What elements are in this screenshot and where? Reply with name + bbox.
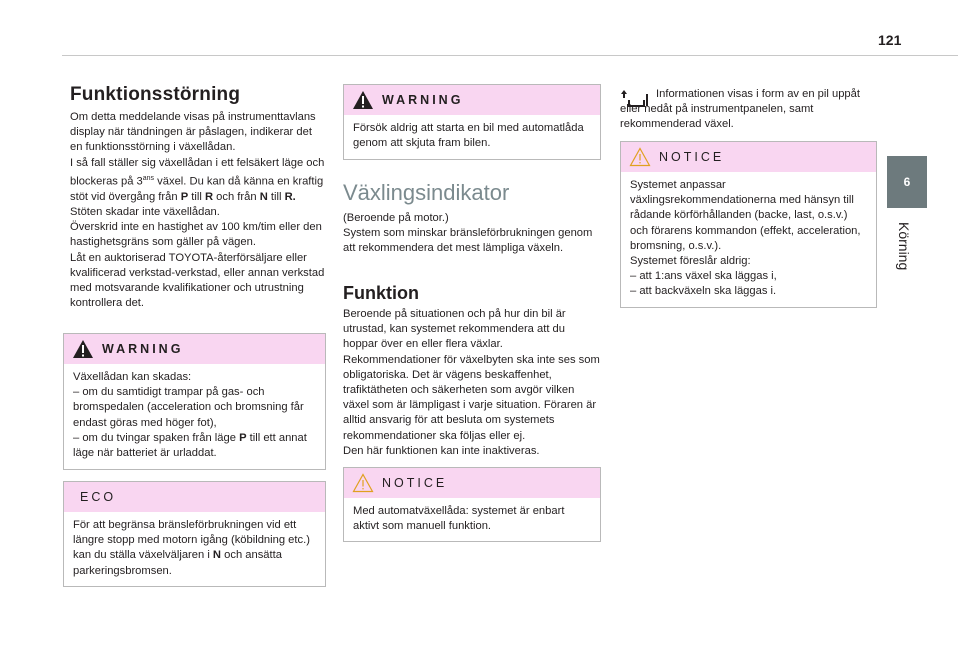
eco-label: ECO — [80, 490, 117, 504]
paragraph: Rekommendationer för växelbyten ska inte ses som obligatoriska. Det är vägens beskaffenhet, trafiktätheten och säkerheten som avgör vilken växel som är lämpligast i varje situation. Föraren är alltid ansvarig för att besluta om systemets rekommendationer ska följas eller ej. — [343, 353, 600, 442]
notice-triangle-icon — [352, 473, 374, 493]
warning-header — [344, 85, 600, 115]
warning-label: WARNING — [382, 93, 464, 107]
section-tab[interactable]: 6 — [887, 156, 927, 208]
notice-triangle-icon — [629, 147, 651, 167]
warning-line: – om du samtidigt trampar på gas- och bromspedalen (acceleration och bromsning får endast göras med höger fot), — [73, 386, 304, 429]
paragraph: System som minskar bränsleförbrukningen genom att rekommendera det mest lämpliga växeln. — [343, 227, 593, 255]
header-rule — [62, 55, 958, 56]
eco-box — [63, 481, 326, 587]
warning-line: Växellådan kan skadas: — [73, 371, 192, 383]
paragraph: Låt en auktoriserad TOYOTA-återförsäljare eller kvalificerad verkstad-verkstad, eller annan verkstad med motsvarande kvalifikationer och utrustning kontrollera det. — [70, 251, 325, 310]
notice-header — [621, 142, 876, 172]
warning-header — [64, 334, 325, 364]
warning-triangle-icon — [72, 339, 94, 359]
warning-label: WARNING — [102, 342, 184, 356]
info-text: Informationen visas i form av en pil uppåt eller nedåt på instrumentpanelen, samt rekommenderad växel. — [620, 88, 860, 131]
notice-line: Systemet föreslår aldrig: — [630, 255, 751, 268]
warning-triangle-icon — [352, 90, 374, 110]
notice-line: – att backväxeln ska läggas i. — [630, 285, 777, 298]
notice-label: NOTICE — [382, 476, 448, 490]
page-number: 121 — [878, 32, 902, 48]
section-label: Körning — [896, 222, 912, 271]
paragraph: (Beroende på motor.) — [343, 212, 449, 224]
warning-body — [64, 364, 325, 469]
notice-box — [343, 467, 601, 542]
eco-body — [64, 512, 325, 587]
paragraph: Om detta meddelande visas på instrumenttavlans display när tändningen är påslagen, indikerar det en funktionsstörning i växellådan. — [70, 111, 316, 154]
section-title: Funktionsstörning — [70, 84, 241, 105]
warning-box — [343, 84, 601, 160]
eco-header — [64, 482, 325, 512]
paragraph: Beroende på situationen och på hur din bil är utrustad, kan systemet rekommendera att du hoppar över en eller flera växlar. — [343, 308, 566, 351]
notice-line: Systemet anpassar växlingsrekommendationerna med hänsyn till rådande körförhållanden (backe, last, o.s.v.) och förarens kommandon (effekt, acceleration, bromsning, o.s.v.). — [630, 179, 861, 252]
warning-text: Försök aldrig att starta en bil med automatlåda genom att skjuta fram bilen. — [353, 122, 584, 150]
notice-text: Med automatväxellåda: systemet är enbart aktivt som manuell funktion. — [353, 505, 565, 533]
notice-box — [620, 141, 877, 308]
paragraph: I så fall ställer sig växellådan i ett felsäkert läge och blockeras på $3^{ans}$ växel. Du kan då känna en kraftig stöt vid övergång från P till R och från N till R. Stöten skadar inte växellådan. — [70, 156, 325, 218]
malfunction-text — [70, 110, 326, 311]
notice-body — [344, 498, 600, 542]
notice-label: NOTICE — [659, 150, 725, 164]
section-heading: Växlingsindikator — [343, 180, 510, 205]
paragraph: Överskrid inte en hastighet av 100 km/tim eller den hastighetsgräns som gäller på vägen. — [70, 221, 322, 249]
paragraph: Den här funktionen kan inte inaktiveras. — [343, 444, 540, 457]
eco-text: För att begränsa bränsleförbrukningen vid ett längre stopp med motorn igång (köbildning etc.) kan du ställa växelväljaren i N och ansätta parkeringsbromsen. — [73, 519, 310, 577]
intro-text — [343, 211, 599, 257]
notice-body — [621, 172, 876, 308]
notice-header — [344, 468, 600, 498]
warning-line: – om du tvingar spaken från läge P till ett annat läge när batteriet är urladdat. — [73, 431, 307, 460]
subheading: Funktion — [343, 283, 419, 303]
warning-box — [63, 333, 326, 470]
function-text — [343, 307, 601, 459]
warning-body — [344, 115, 600, 159]
notice-line: – att 1:ans växel ska läggas i, — [630, 270, 777, 283]
